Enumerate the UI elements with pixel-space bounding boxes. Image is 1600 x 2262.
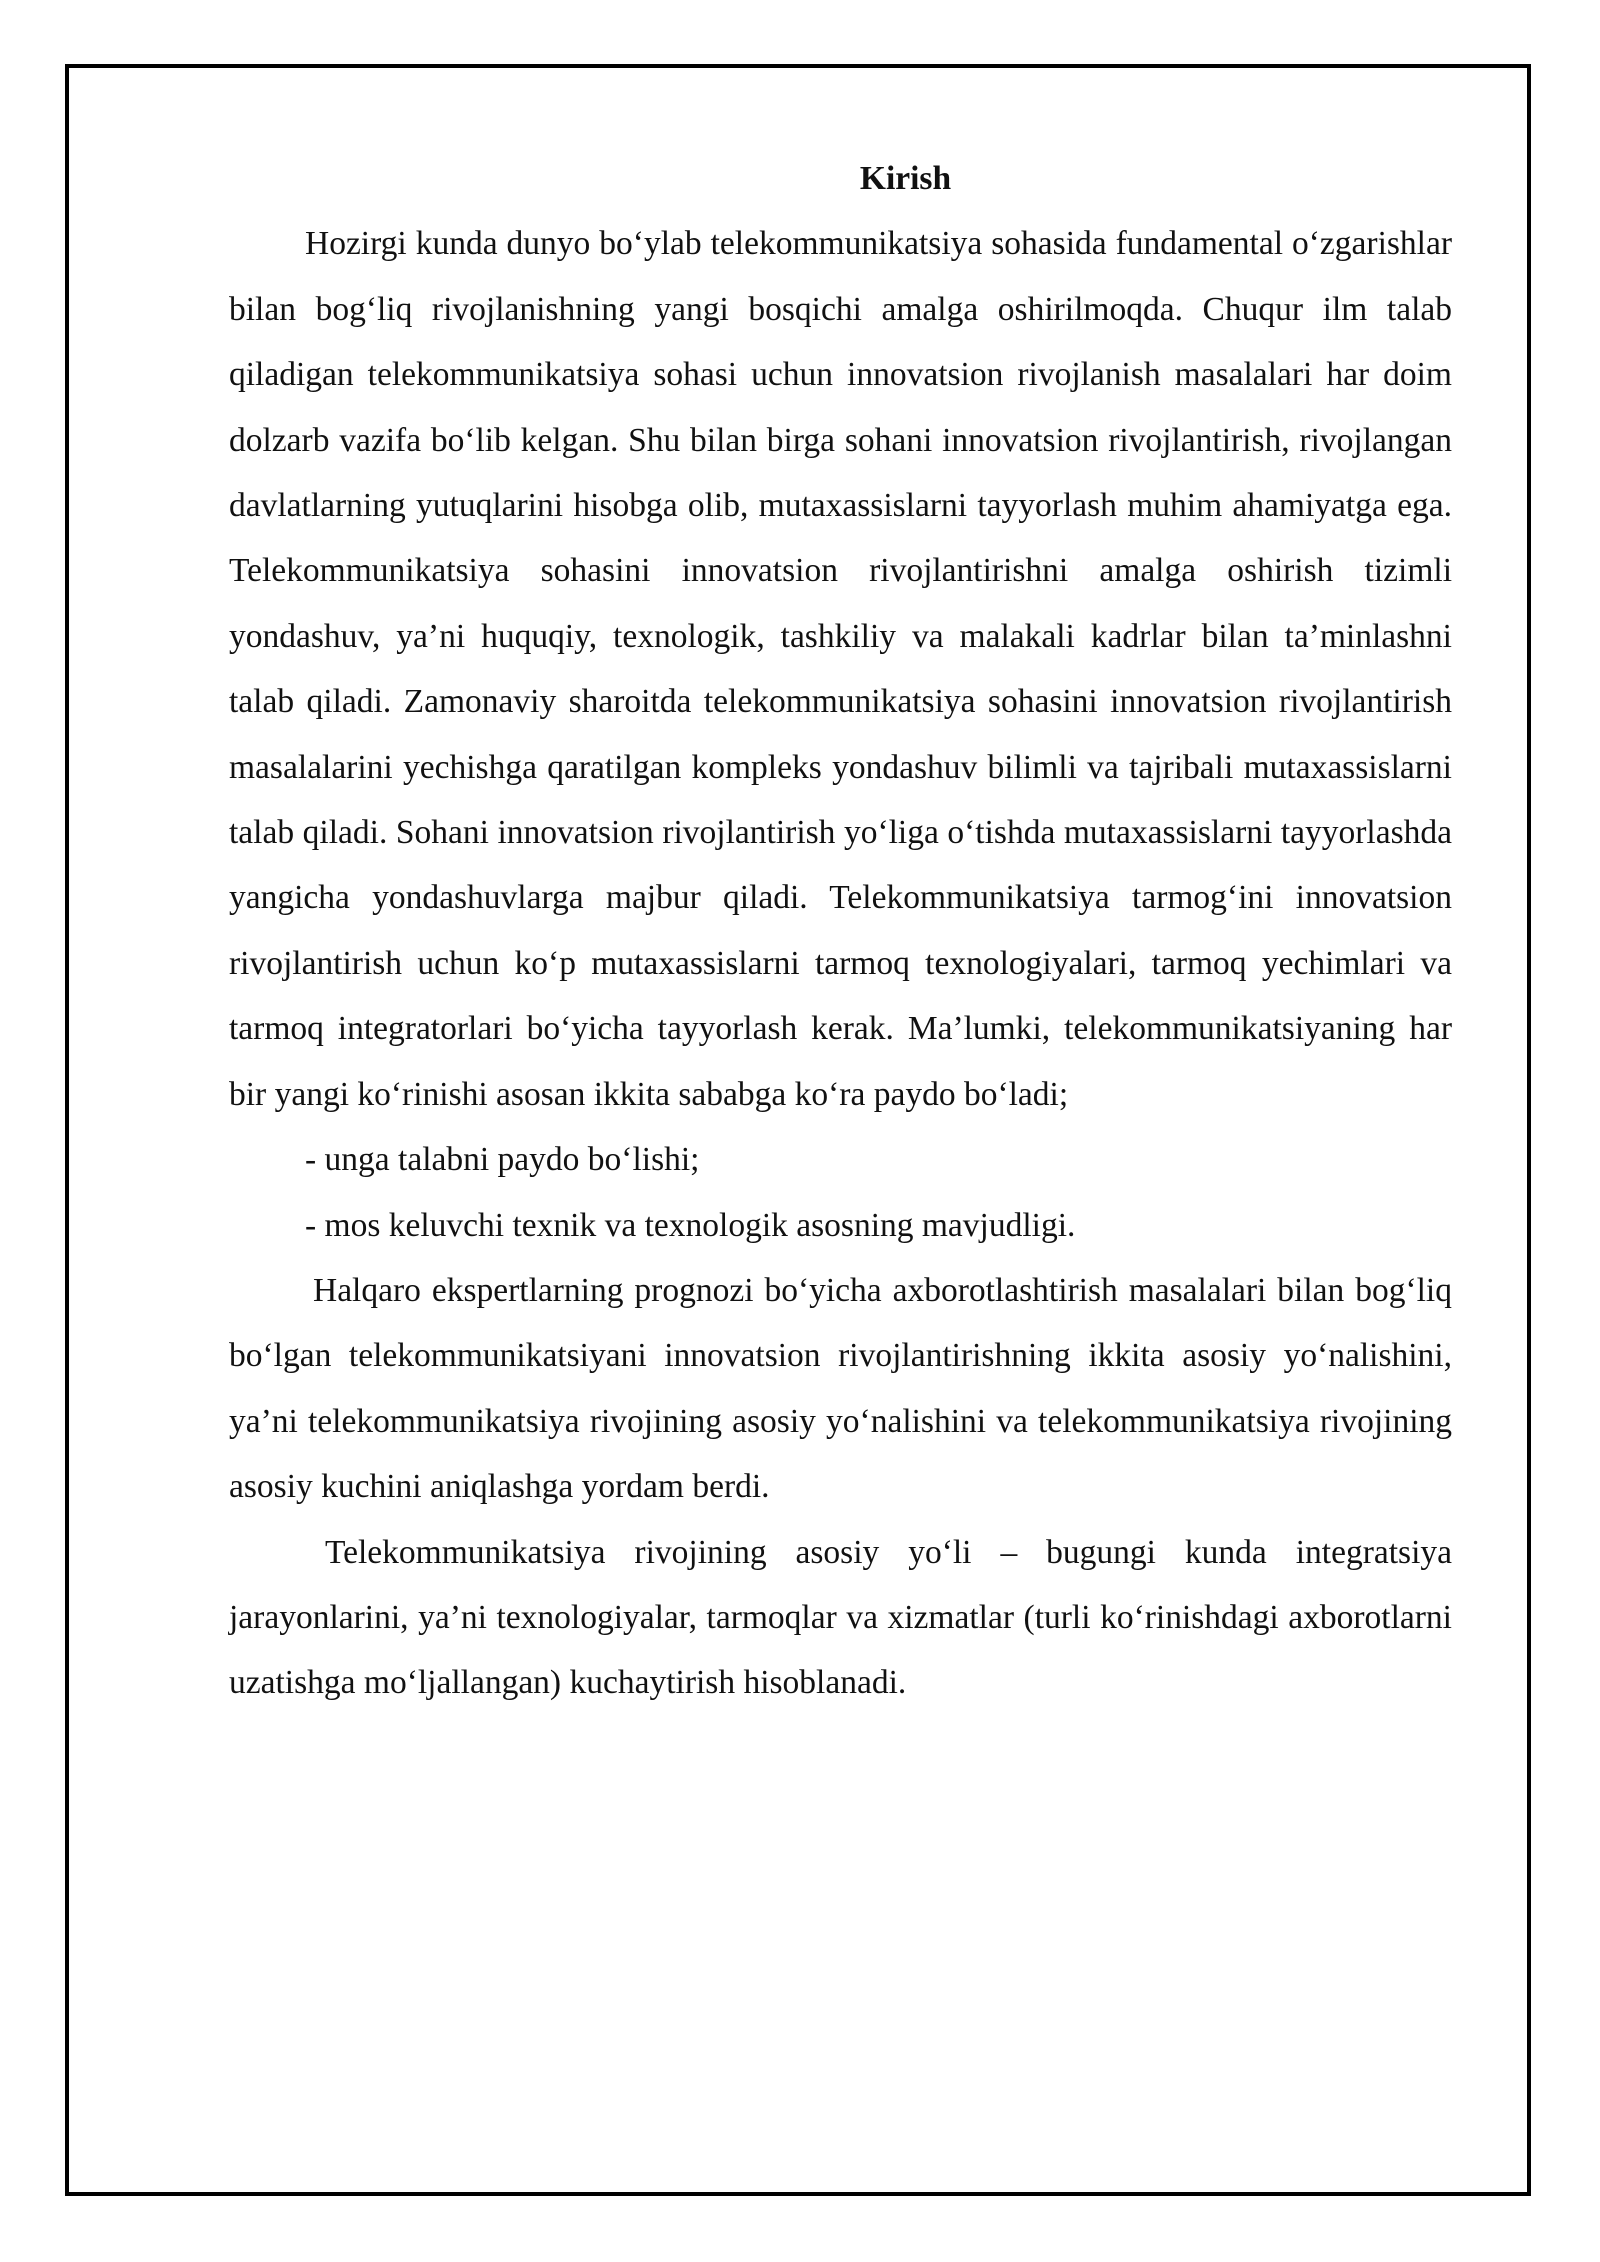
- document-body: [229, 146, 1452, 1716]
- paragraph-intro: Hozirgi kunda dunyo bo‘ylab telekommunikatsiya sohasida fundamental o‘zgarishlar bilan bog‘liq rivojlanishning yangi bosqichi amalga oshirilmoqda. Chuqur ilm talab qiladigan telekommunikatsiya sohasi uchun innovatsion rivojlanish masalalari har doim dolzarb vazifa bo‘lib kelgan. Shu bilan birga sohani innovatsion rivojlantirish, rivojlangan davlatlarning yutuqlarini hisobga olib, mutaxassislarni tayyorlash muhim ahamiyatga ega. Telekommunikatsiya sohasini innovatsion rivojlantirishni amalga oshirish tizimli yondashuv, ya’ni huquqiy, texnologik, tashkiliy va malakali kadrlar bilan ta’minlashni talab qiladi. Zamonaviy sharoitda telekommunikatsiya sohasini innovatsion rivojlantirish masalalarini yechishga qaratilgan kompleks yondashuv bilimli va tajribali mutaxassislarni talab qiladi. Sohani innovatsion rivojlantirish yo‘liga o‘tishda mutaxassislarni tayyorlashda yangicha yondashuvlarga majbur qiladi. Telekommunikatsiya tarmog‘ini innovatsion rivojlantirish uchun ko‘p mutaxassislarni tarmoq texnologiyalari, tarmoq yechimlari va tarmoq integratorlari bo‘yicha tayyorlash kerak. Ma’lumki, telekommunikatsiyaning har bir yangi ko‘rinishi asosan ikkita sababga ko‘ra paydo bo‘ladi;: [229, 225, 1452, 1113]
- document-title: Kirish: [859, 160, 952, 197]
- paragraph-integration: Telekommunikatsiya rivojining asosiy yo‘li – bugungi kunda integratsiya jarayonlarini, ya’ni texnologiyalar, tarmoqlar va xizmatlar (turli ko‘rinishdagi axborotlarni uzatishga mo‘ljallangan) kuchaytirish hisoblanadi.: [229, 1533, 1452, 1702]
- list-item: - mos keluvchi texnik va texnologik asosning mavjudligi.: [305, 1206, 1076, 1244]
- list-item: - unga talabni paydo bo‘lishi;: [305, 1141, 700, 1179]
- paragraph-experts: Halqaro ekspertlarning prognozi bo‘yicha axborotlashtirish masalalari bilan bog‘liq bo‘lgan telekommunikatsiyani innovatsion rivojlantirishning ikkita asosiy yo‘nalishini, ya’ni telekommunikatsiya rivojining asosiy yo‘nalishini va telekommunikatsiya rivojining asosiy kuchini aniqlashga yordam berdi.: [229, 1271, 1452, 1506]
